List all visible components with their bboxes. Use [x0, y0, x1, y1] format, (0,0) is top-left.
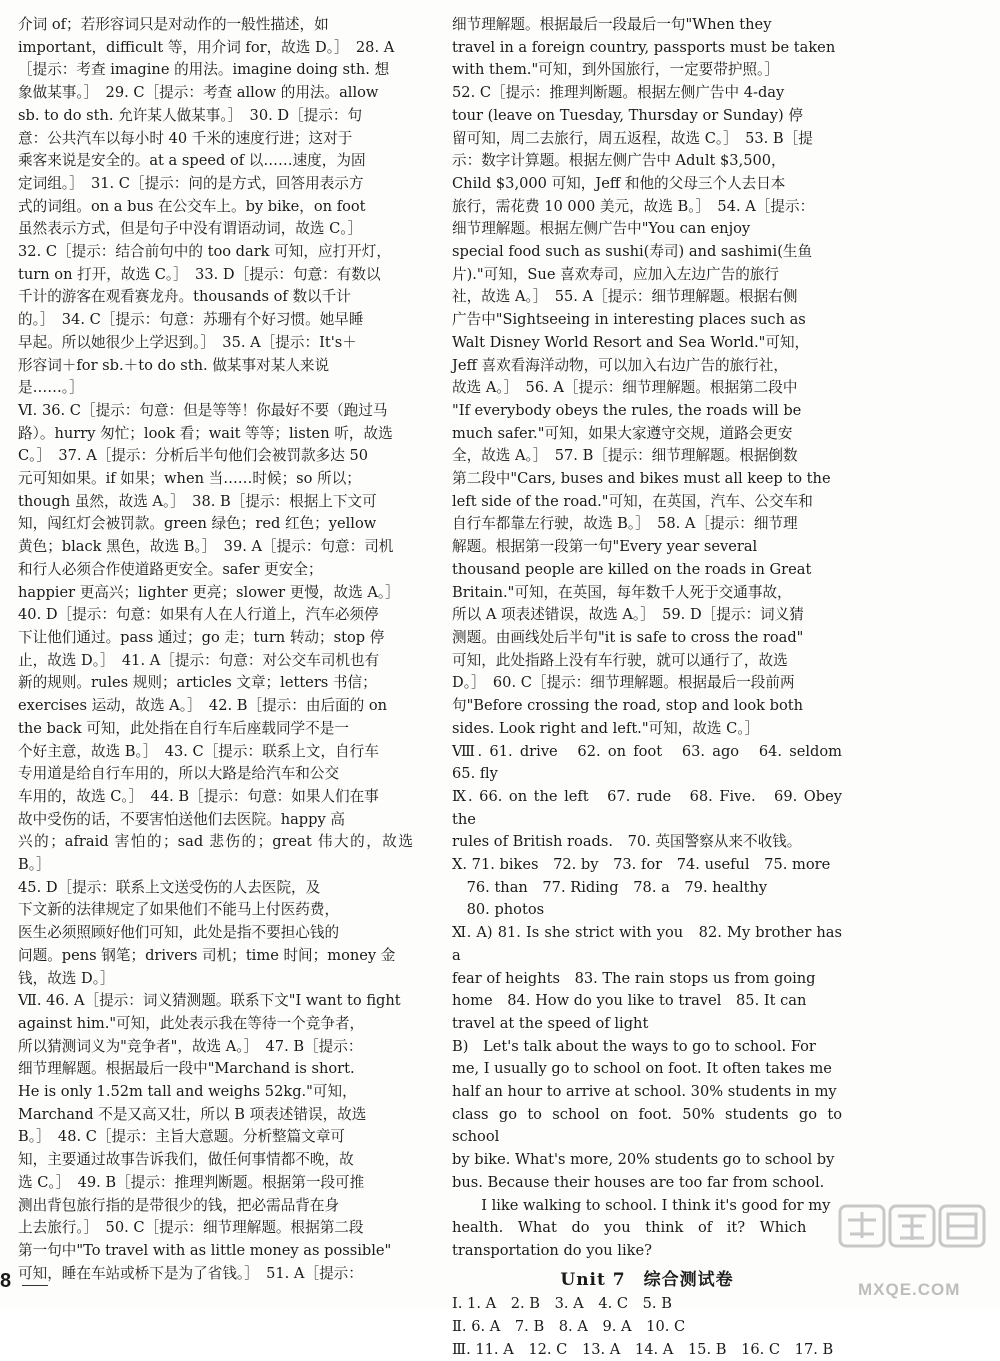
answer-line: Ⅱ. 6. A 7. B 8. A 9. A 10. C — [452, 1318, 686, 1336]
right-column-line: Jeff 喜欢看海洋动物，可以加入右边广告的旅行社， — [452, 356, 788, 374]
right-column-line: thousand people are killed on the roads in Great — [452, 560, 812, 578]
right-column-line: fear of heights 83. The rain stops us from going — [452, 969, 816, 987]
right-column-line: 所以 A 项表述错误，故选 A。］ 59. D［提示：词义猜 — [452, 606, 804, 624]
left-column-line: 知，主要通过故事告诉我们，做任何事情都不晚，故 — [18, 1151, 354, 1169]
right-column-line: Ⅹ. 71. bikes 72. by 73. for 74. useful 75. more — [452, 856, 831, 874]
right-column-line: 旅行，需花费 10 000 美元，故选 B。］ 54. A［提示： — [452, 197, 815, 215]
right-column-line: 解题。根据第一段第一句"Every year several — [452, 538, 758, 556]
right-column-text — [452, 14, 857, 1263]
left-column-line: 下让他们通过。pass 通过；go 走；turn 转动；stop 停 — [18, 628, 385, 646]
left-column-line: turn on 打开，故选 C。］ 33. D［提示：句意：有数以 — [18, 265, 381, 283]
left-column-line: 路）。hurry 匆忙；look 看；wait 等等；listen 听，故选 — [18, 424, 393, 442]
left-column-line: 专用道是给自行车用的，所以大路是给汽车和公交 — [18, 765, 340, 783]
left-column-line: 早起。所以她很少上学迟到。］ 35. A［提示：It's＋ — [18, 333, 357, 351]
answer-line: Ⅲ. 11. A 12. C 13. A 14. A 15. B 16. C 17. B — [452, 1340, 834, 1358]
right-column-line: me, I usually go to school on foot. It often takes me — [452, 1060, 832, 1078]
left-column-line: 新的规则。rules 规则；articles 文章；letters 书信； — [18, 674, 377, 692]
right-column-line: 片)."可知，Sue 喜欢寿司，应加入左边广告的旅行 — [452, 265, 780, 283]
left-column-line: 所以猜测词义为"竞争者"，故选 A。］ 47. B［提示： — [18, 1037, 363, 1055]
left-column-line: 车用的，故选 C。］ 44. B［提示：句意：如果人们在事 — [18, 787, 379, 805]
right-column-line: much safer."可知，如果大家遵守交规，道路会更安 — [452, 424, 793, 442]
right-column-line: 自行车都靠左行驶，故选 B。］ 58. A［提示：细节理 — [452, 515, 798, 533]
right-column-line: I like walking to school. I think it's good for my — [452, 1196, 831, 1214]
left-column-line: 医生必须照顾好他们可知，此处是指不要担心钱的 — [18, 924, 340, 942]
right-column-line: bus. Because their houses are too far from school. — [452, 1173, 825, 1191]
left-column-line: 第一句中"To travel with as little money as possible" — [18, 1241, 392, 1259]
left-column-line: 黄色；black 黑色，故选 B。］ 39. A［提示：句意：司机 — [18, 538, 394, 556]
right-column-line: 广告中"Sightseeing in interesting places such as — [452, 311, 806, 329]
right-column-line: special food such as sushi(寿司) and sashimi(生鱼 — [452, 243, 813, 261]
right-column-line: health. What do you think of it? Which — [452, 1219, 807, 1237]
right-column-line: Ⅷ. 61. drive 62. on foot 63. ago 64. seldom 65. fly — [452, 742, 857, 783]
right-column-line: travel at the speed of light — [452, 1014, 649, 1032]
left-column-line: sb. to do sth. 允许某人做某事。］ 30. D［提示：句 — [18, 106, 363, 124]
left-column-line: happier 更高兴；lighter 更亮；slower 更慢，故选 A。］ — [18, 583, 400, 601]
right-column-line: Walt Disney World Resort and Sea World."可知， — [452, 333, 810, 351]
left-column-line: 式的词组。on a bus 在公交车上。by bike，on foot — [18, 197, 366, 215]
left-column-line: 32. C［提示：结合前句中的 too dark 可知，应打开灯， — [18, 243, 391, 261]
left-column-line: 45. D［提示：联系上文送受伤的人去医院，及 — [18, 878, 321, 896]
left-column-line: 元可知如果。if 如果；when 当……时候；so 所以； — [18, 470, 361, 488]
left-column-line: 的。］ 34. C［提示：句意：苏珊有个好习惯。她早睡 — [18, 311, 364, 329]
left-column-line: 介词 of；若形容词只是对动作的一般性描述，如 — [18, 16, 329, 33]
left-column-line: 个好主意，故选 B。］ 43. C［提示：联系上文，自行车 — [18, 742, 379, 760]
left-column-line: C。］ 37. A［提示：分析后半句他们会被罚款多达 50 — [18, 447, 369, 465]
left-column-line: 定词组。］ 31. C［提示：问的是方式，回答用表示方 — [18, 174, 364, 192]
left-column-line: 象做某事。］ 29. C［提示：考查 allow 的用法。allow — [18, 84, 379, 102]
left-column-line: 兴的；afraid 害怕的；sad 悲伤的；great 伟大的，故选 B。］ — [18, 833, 418, 874]
left-column-line: though 虽然，故选 A。］ 38. B［提示：根据上下文可 — [18, 492, 377, 510]
left-column-line: 虽然表示方式，但是句子中没有谓语动词，故选 C。］ — [18, 220, 363, 238]
right-column-line: 句"Before crossing the road, stop and look both — [452, 697, 804, 715]
right-column-line: 细节理解题。根据最后一段最后一句"When they — [452, 16, 772, 33]
left-column-line: Marchand 不是又高又壮，所以 B 项表述错误，故选 — [18, 1105, 367, 1123]
right-column-line: D。］ 60. C［提示：细节理解题。根据最后一段前两 — [452, 674, 795, 692]
left-column-line: 意：公共汽车以每小时 40 千米的速度行进；这对于 — [18, 129, 353, 147]
left-column-line: 止，故选 D。］ 41. A［提示：句意：对公交车司机也有 — [18, 651, 380, 669]
left-column-line: 知，闯红灯会被罚款。green 绿色；red 红色；yellow — [18, 515, 377, 533]
right-column-line: home 84. How do you like to travel 85. It can — [452, 992, 807, 1010]
left-column-line: 钱，故选 D。］ — [18, 969, 115, 987]
left-column-line: exercises 运动，故选 A。］ 42. B［提示：由后面的 on — [18, 697, 388, 715]
unit-7-answers — [452, 1293, 842, 1361]
left-column-line: 可知，睡在车站或桥下是为了省钱。］ 51. A［提示： — [18, 1264, 363, 1282]
left-column-line: 问题。pens 钢笔；drivers 司机；time 时间；money 金 — [18, 946, 396, 964]
right-column-line: 第二段中"Cars, buses and bikes must all keep to the — [452, 470, 831, 488]
right-column-line: B) Let's talk about the ways to go to school. For — [452, 1037, 816, 1055]
right-column-line: Ⅺ. A) 81. Is she strict with you 82. My brother has a — [452, 924, 847, 964]
right-column-line: class go to school on foot. 50% students go to school — [452, 1105, 847, 1146]
left-column-line: 千计的游客在观看赛龙舟。thousands of 数以千计 — [18, 288, 351, 306]
right-column-line: 留可知，周二去旅行，周五返程，故选 C。］ 53. B［提 — [452, 129, 813, 147]
left-column-line: 形容词＋for sb.＋to do sth. 做某事对某人来说 — [18, 356, 330, 374]
left-column-line: important，difficult 等，用介词 for，故选 D。］ 28. A — [18, 38, 395, 56]
left-column-line: 和行人必须合作使道路更安全。safer 更安全； — [18, 560, 323, 578]
right-column-line: rules of British roads. 70. 英国警察从来不收钱。 — [452, 833, 802, 851]
page-number: 8 — [0, 1270, 12, 1292]
right-column-line: Britain."可知，在英国，每年数千人死于交通事故， — [452, 583, 792, 601]
left-column-line: 测出背包旅行指的是带很少的钱，把必需品背在身 — [18, 1196, 340, 1214]
left-column-line: Ⅵ. 36. C［提示：句意：但是等等！你最好不要（跑过马 — [18, 401, 388, 419]
left-column-line: B。］ 48. C［提示：主旨大意题。分析整篇文章可 — [18, 1128, 346, 1146]
watermark-text: MXQE.COM — [858, 1280, 961, 1299]
unit-7-title: Unit 7 综合测试卷 — [560, 1269, 734, 1290]
right-column-line: tour (leave on Tuesday, Thursday or Sunday) 停 — [452, 106, 803, 124]
right-column-line: 社，故选 A。］ 55. A［提示：细节理解题。根据右侧 — [452, 288, 798, 306]
left-column-line: 是……。］ — [18, 379, 84, 397]
right-column-line: 76. than 77. Riding 78. a 79. healthy — [452, 878, 768, 896]
right-column-line: travel in a foreign country, passports must be taken — [452, 38, 836, 56]
left-column — [18, 14, 418, 1285]
right-column-line: 测题。由画线处后半句"it is safe to cross the road" — [452, 628, 804, 646]
left-column-line: the back 可知，此处指在自行车后座载同学不是一 — [18, 719, 349, 737]
right-column-line: 52. C［提示：推理判断题。根据左侧广告中 4-day — [452, 84, 785, 102]
footer-rule — [22, 1285, 48, 1286]
right-column-line: by bike. What's more, 20% students go to school by — [452, 1151, 835, 1169]
left-column-line: 40. D［提示：句意：如果有人在人行道上，汽车必须停 — [18, 606, 379, 624]
right-column-line: with them."可知，到外国旅行，一定要带护照。］ — [452, 61, 779, 79]
right-column-line: sides. Look right and left."可知，故选 C。］ — [452, 719, 760, 737]
right-column-line: left side of the road."可知，在英国，汽车、公交车和 — [452, 492, 813, 510]
right-column-line: 故选 A。］ 56. A［提示：细节理解题。根据第二段中 — [452, 379, 798, 397]
right-column — [452, 14, 857, 1361]
right-column-line: 可知，此处指路上没有车行驶，就可以通行了，故选 — [452, 651, 788, 669]
right-column-line: 80. photos — [452, 901, 545, 919]
left-column-line: He is only 1.52m tall and weighs 52kg."可知， — [18, 1083, 357, 1101]
left-column-line: 故中受伤的话，不要害怕送他们去医院。happy 高 — [18, 810, 345, 828]
left-column-line: 细节理解题。根据最后一段中"Marchand is short. — [18, 1060, 355, 1078]
left-column-line: 下文新的法律规定了如果他们不能马上付医药费， — [18, 901, 340, 919]
right-column-line: Child $3,000 可知，Jeff 和他的父母三个人去日本 — [452, 174, 786, 192]
right-column-line: transportation do you like? — [452, 1241, 652, 1259]
left-column-line: 上去旅行。］ 50. C［提示：细节理解题。根据第二段 — [18, 1219, 364, 1237]
right-column-line: Ⅸ. 66. on the left 67. rude 68. Five. 69. Obey the — [452, 787, 847, 828]
right-column-line: 示：数字计算题。根据左侧广告中 Adult $3,500， — [452, 152, 786, 170]
left-column-line: Ⅶ. 46. A［提示：词义猜测题。联系下文"I want to fight — [18, 992, 401, 1010]
left-column-line: against him."可知，此处表示我在等待一个竞争者， — [18, 1014, 365, 1032]
answer-line: Ⅰ. 1. A 2. B 3. A 4. C 5. B — [452, 1295, 672, 1313]
right-column-line: 细节理解题。根据左侧广告中"You can enjoy — [452, 220, 751, 238]
right-column-line: "If everybody obeys the rules, the roads will be — [452, 401, 802, 419]
right-column-line: half an hour to arrive at school. 30% students in my — [452, 1083, 837, 1101]
right-column-line: 全，故选 A。］ 57. B［提示：细节理解题。根据倒数 — [452, 447, 798, 465]
left-column-line: 选 C。］ 49. B［提示：推理判断题。根据第一段可推 — [18, 1173, 365, 1191]
left-column-line: 乘客来说是安全的。at a speed of 以……速度，为固 — [18, 152, 366, 170]
left-column-line: ［提示：考查 imagine 的用法。imagine doing sth. 想 — [18, 61, 390, 79]
